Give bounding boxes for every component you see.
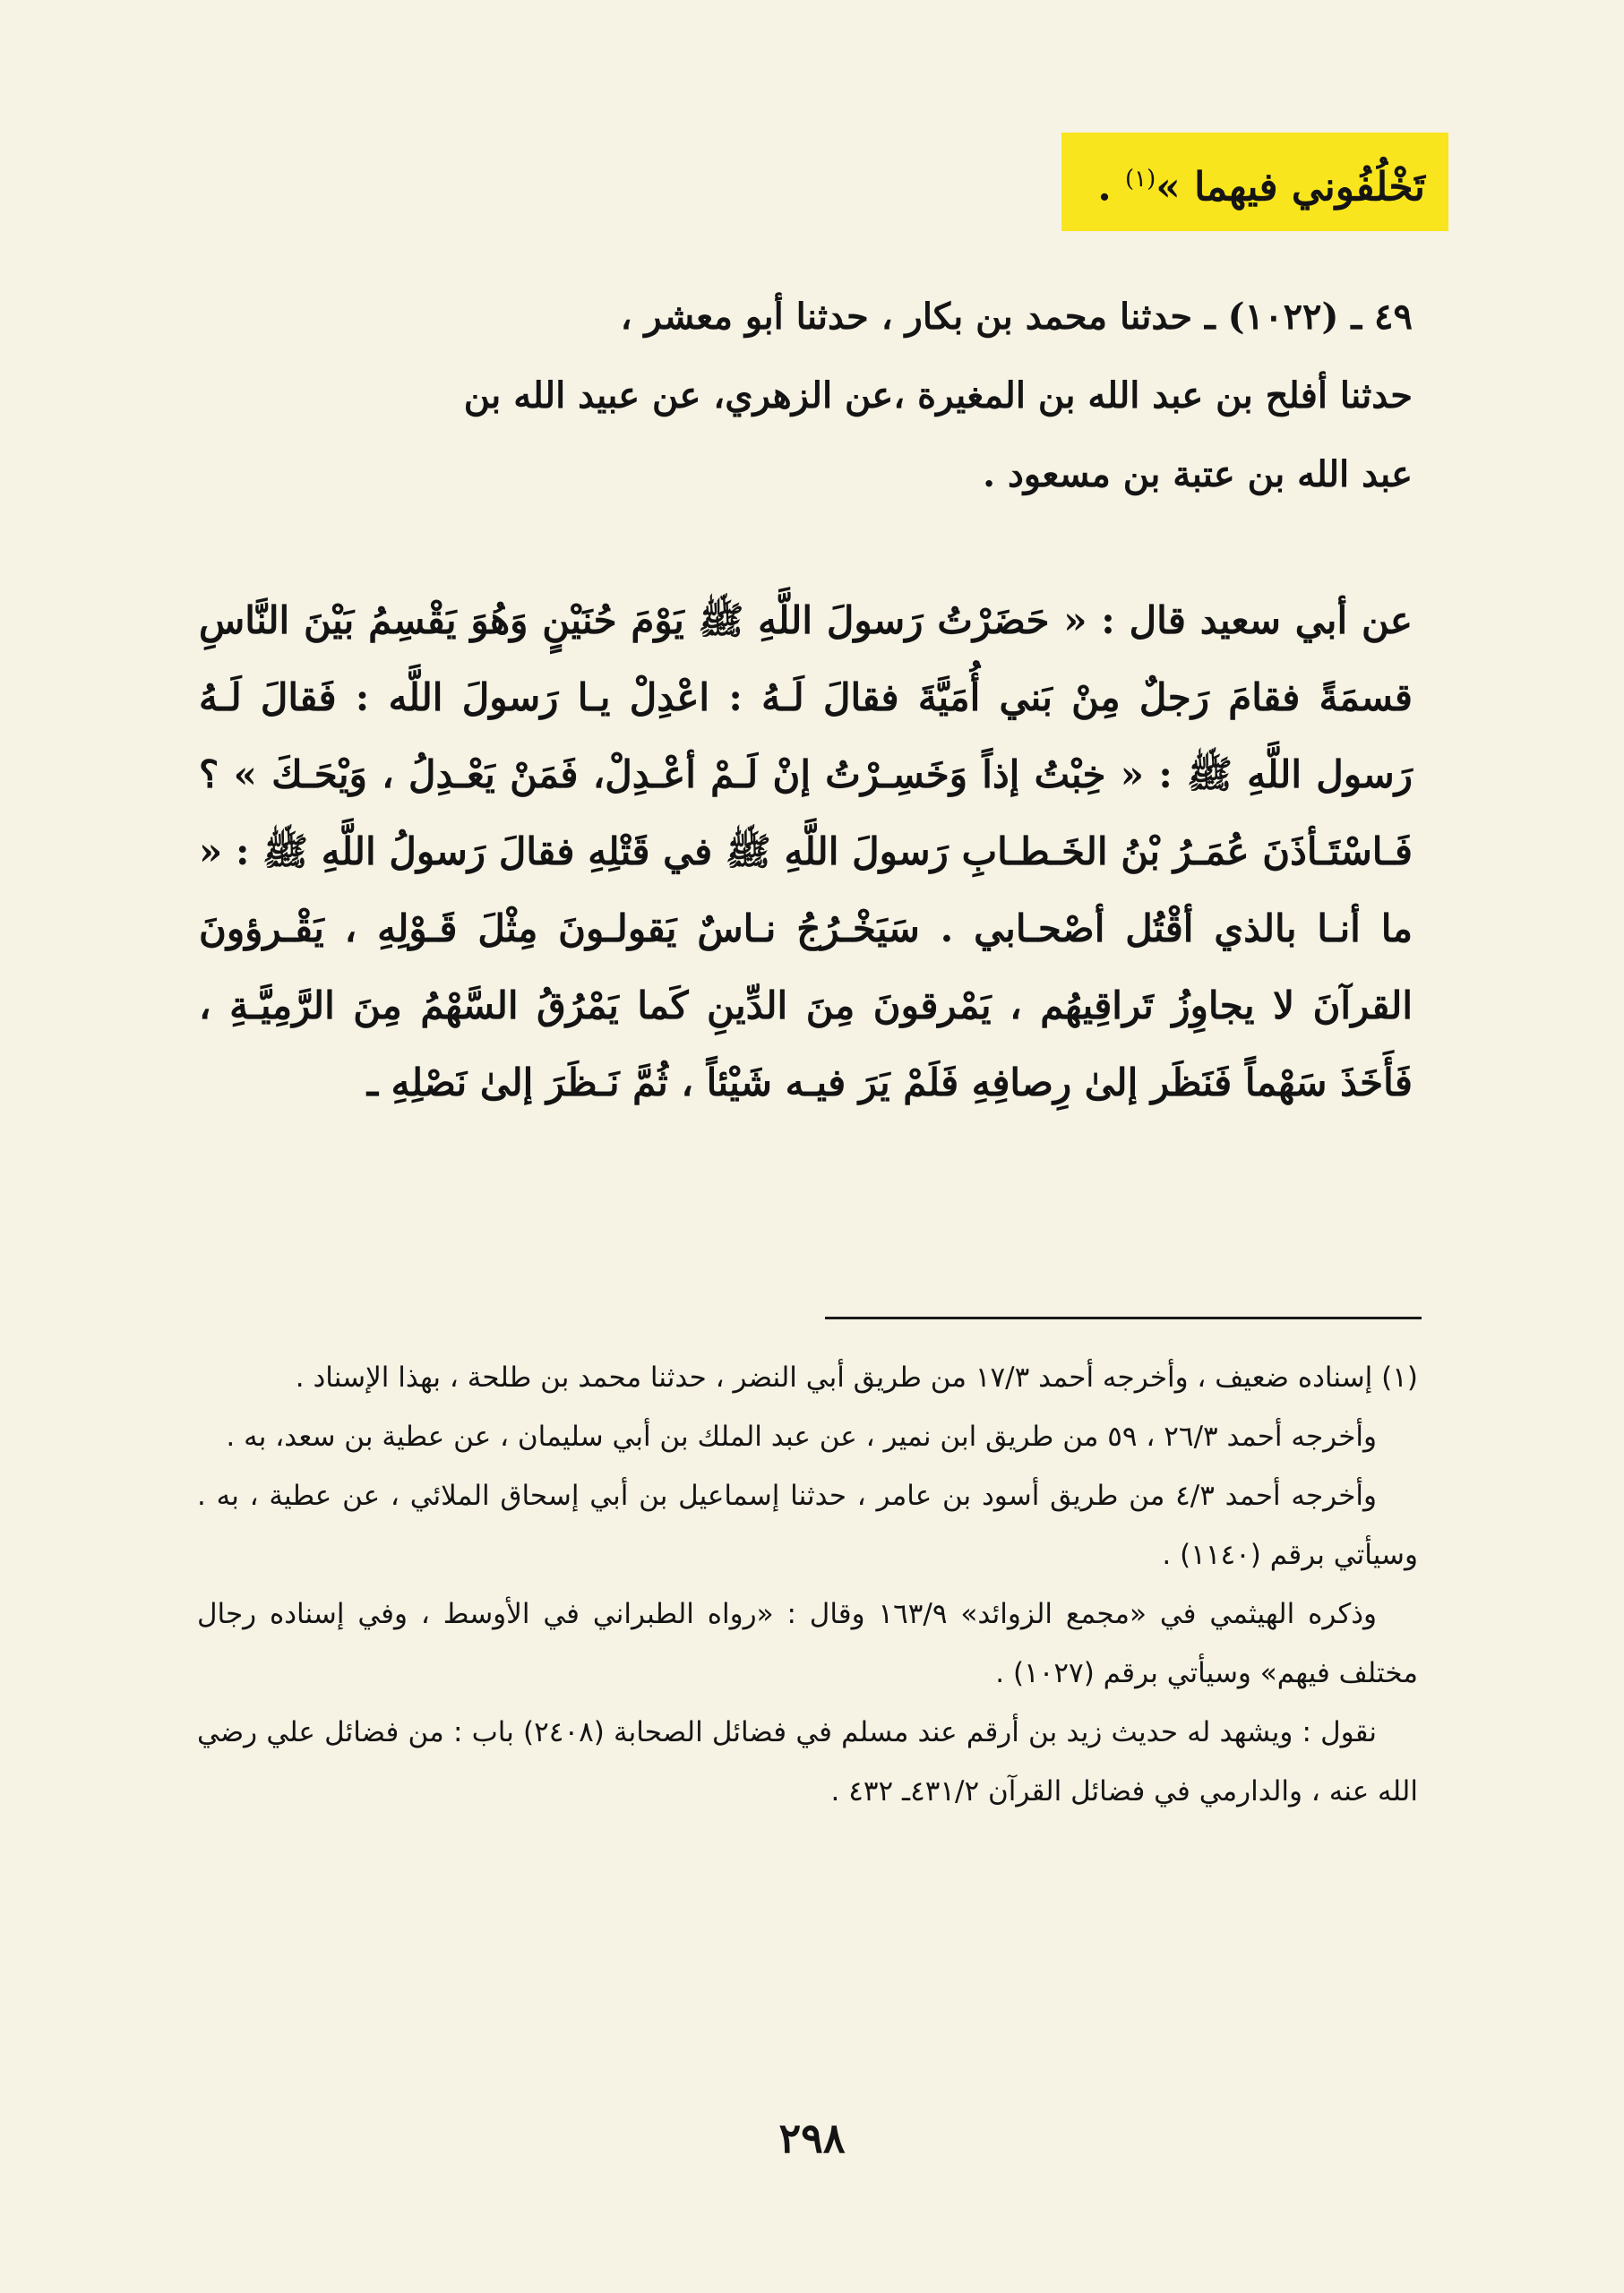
footnote-1: (١) إسناده ضعيف ، وأخرجه أحمد ١٧/٣ من طريق أبي النضر ، حدثنا محمد بن طلحة ، بهذا الإسناد . (295, 1361, 1418, 1394)
page-number: ٢٩٨ (778, 2114, 846, 2162)
footnote-3: وأخرجه أحمد ٤/٣ من طريق أسود بن عامر ، حدثنا إسماعيل بن أبي إسحاق الملائي ، عن عطية ، به . وسيأتي برقم (١١٤٠) . (197, 1480, 1418, 1571)
footnote-marker: (١) (1125, 166, 1156, 193)
hadith-chain-line-3: عبد الله بن عتبة بن مسعود . (983, 453, 1413, 495)
hadith-chain-line-2: حدثنا أفلح بن عبد الله بن المغيرة ،عن الزهري، عن عبيد الله بن (463, 374, 1413, 417)
footnotes (197, 1348, 1418, 1821)
footnote-5: نقول : ويشهد له حديث زيد بن أرقم عند مسلم في فضائل الصحابة (٢٤٠٨) باب : من فضائل علي رضي الله عنه ، والدارمي في فضائل القرآن ٤٣١/٢ـ ٤٣٢ . (197, 1716, 1418, 1808)
highlighted-line-text: تَخْلُفُوني فيهما » (1156, 164, 1425, 210)
hadith-text (199, 582, 1413, 1121)
hadith-body: عن أبي سعيد قال : « حَضَرْتُ رَسولَ اللَّهِ ﷺ يَوْمَ حُنَيْنٍ وَهُوَ يَقْسِمُ بَيْنَ النَّاسِ قسمَةً فقامَ رَجلٌ مِنْ بَني أُمَيَّةَ فقالَ لَـهُ : اعْدِلْ يـا رَسولَ اللَّه : فَقالَ لَـهُ رَسول اللَّهِ ﷺ : « خِبْتُ إذاً وَخَسِـرْتُ إنْ لَـمْ أعْـدِلْ، فَمَنْ يَعْـدِلُ ، وَيْحَـكَ » ؟ فَـاسْتَـأذَنَ عُمَـرُ بْنُ الخَـطـابِ رَسولَ اللَّهِ ﷺ في قَتْلِهِ فقالَ رَسولُ اللَّهِ ﷺ : « ما أنـا بالذي أقْتُل أصْحـابي . سَيَخْـرُجُ نـاسٌ يَقولـونَ مِثْلَ قَـوْلِهِ ، يَقْـرؤونَ القرآنَ لا يجاوِزُ تَراقِيهُم ، يَمْرقونَ مِنَ الدِّينِ كَما يَمْرُقُ السَّهْمُ مِنَ الرَّمِيَّـةِ ، فَأَخَذَ سَهْماً فَنَظَر إلىٰ رِصافِهِ فَلَمْ يَرَ فيـه شَيْئاً ، ثُمَّ نَـظَرَ إلىٰ نَصْلِهِ ـ (199, 598, 1413, 1104)
hadith-chain (204, 278, 1413, 514)
footnote-separator (825, 1317, 1422, 1319)
hadith-chain-line-1: ٤٩ ـ (١٠٢٢) ـ حدثنا محمد بن بكار ، حدثنا أبو معشر ، (620, 296, 1413, 338)
highlighted-line-end: . (1097, 164, 1126, 210)
highlighted-text (1061, 133, 1448, 231)
footnote-4: وذكره الهيثمي في «مجمع الزوائد» ١٦٣/٩ وقال : «رواه الطبراني في الأوسط ، وفي إسناده رجال مختلف فيهم» وسيأتي برقم (١٠٢٧) . (197, 1598, 1418, 1689)
footnote-2: وأخرجه أحمد ٢٦/٣ ، ٥٩ من طريق ابن نمير ، عن عبد الملك بن أبي سليمان ، عن عطية بن سعد، به . (226, 1421, 1377, 1453)
